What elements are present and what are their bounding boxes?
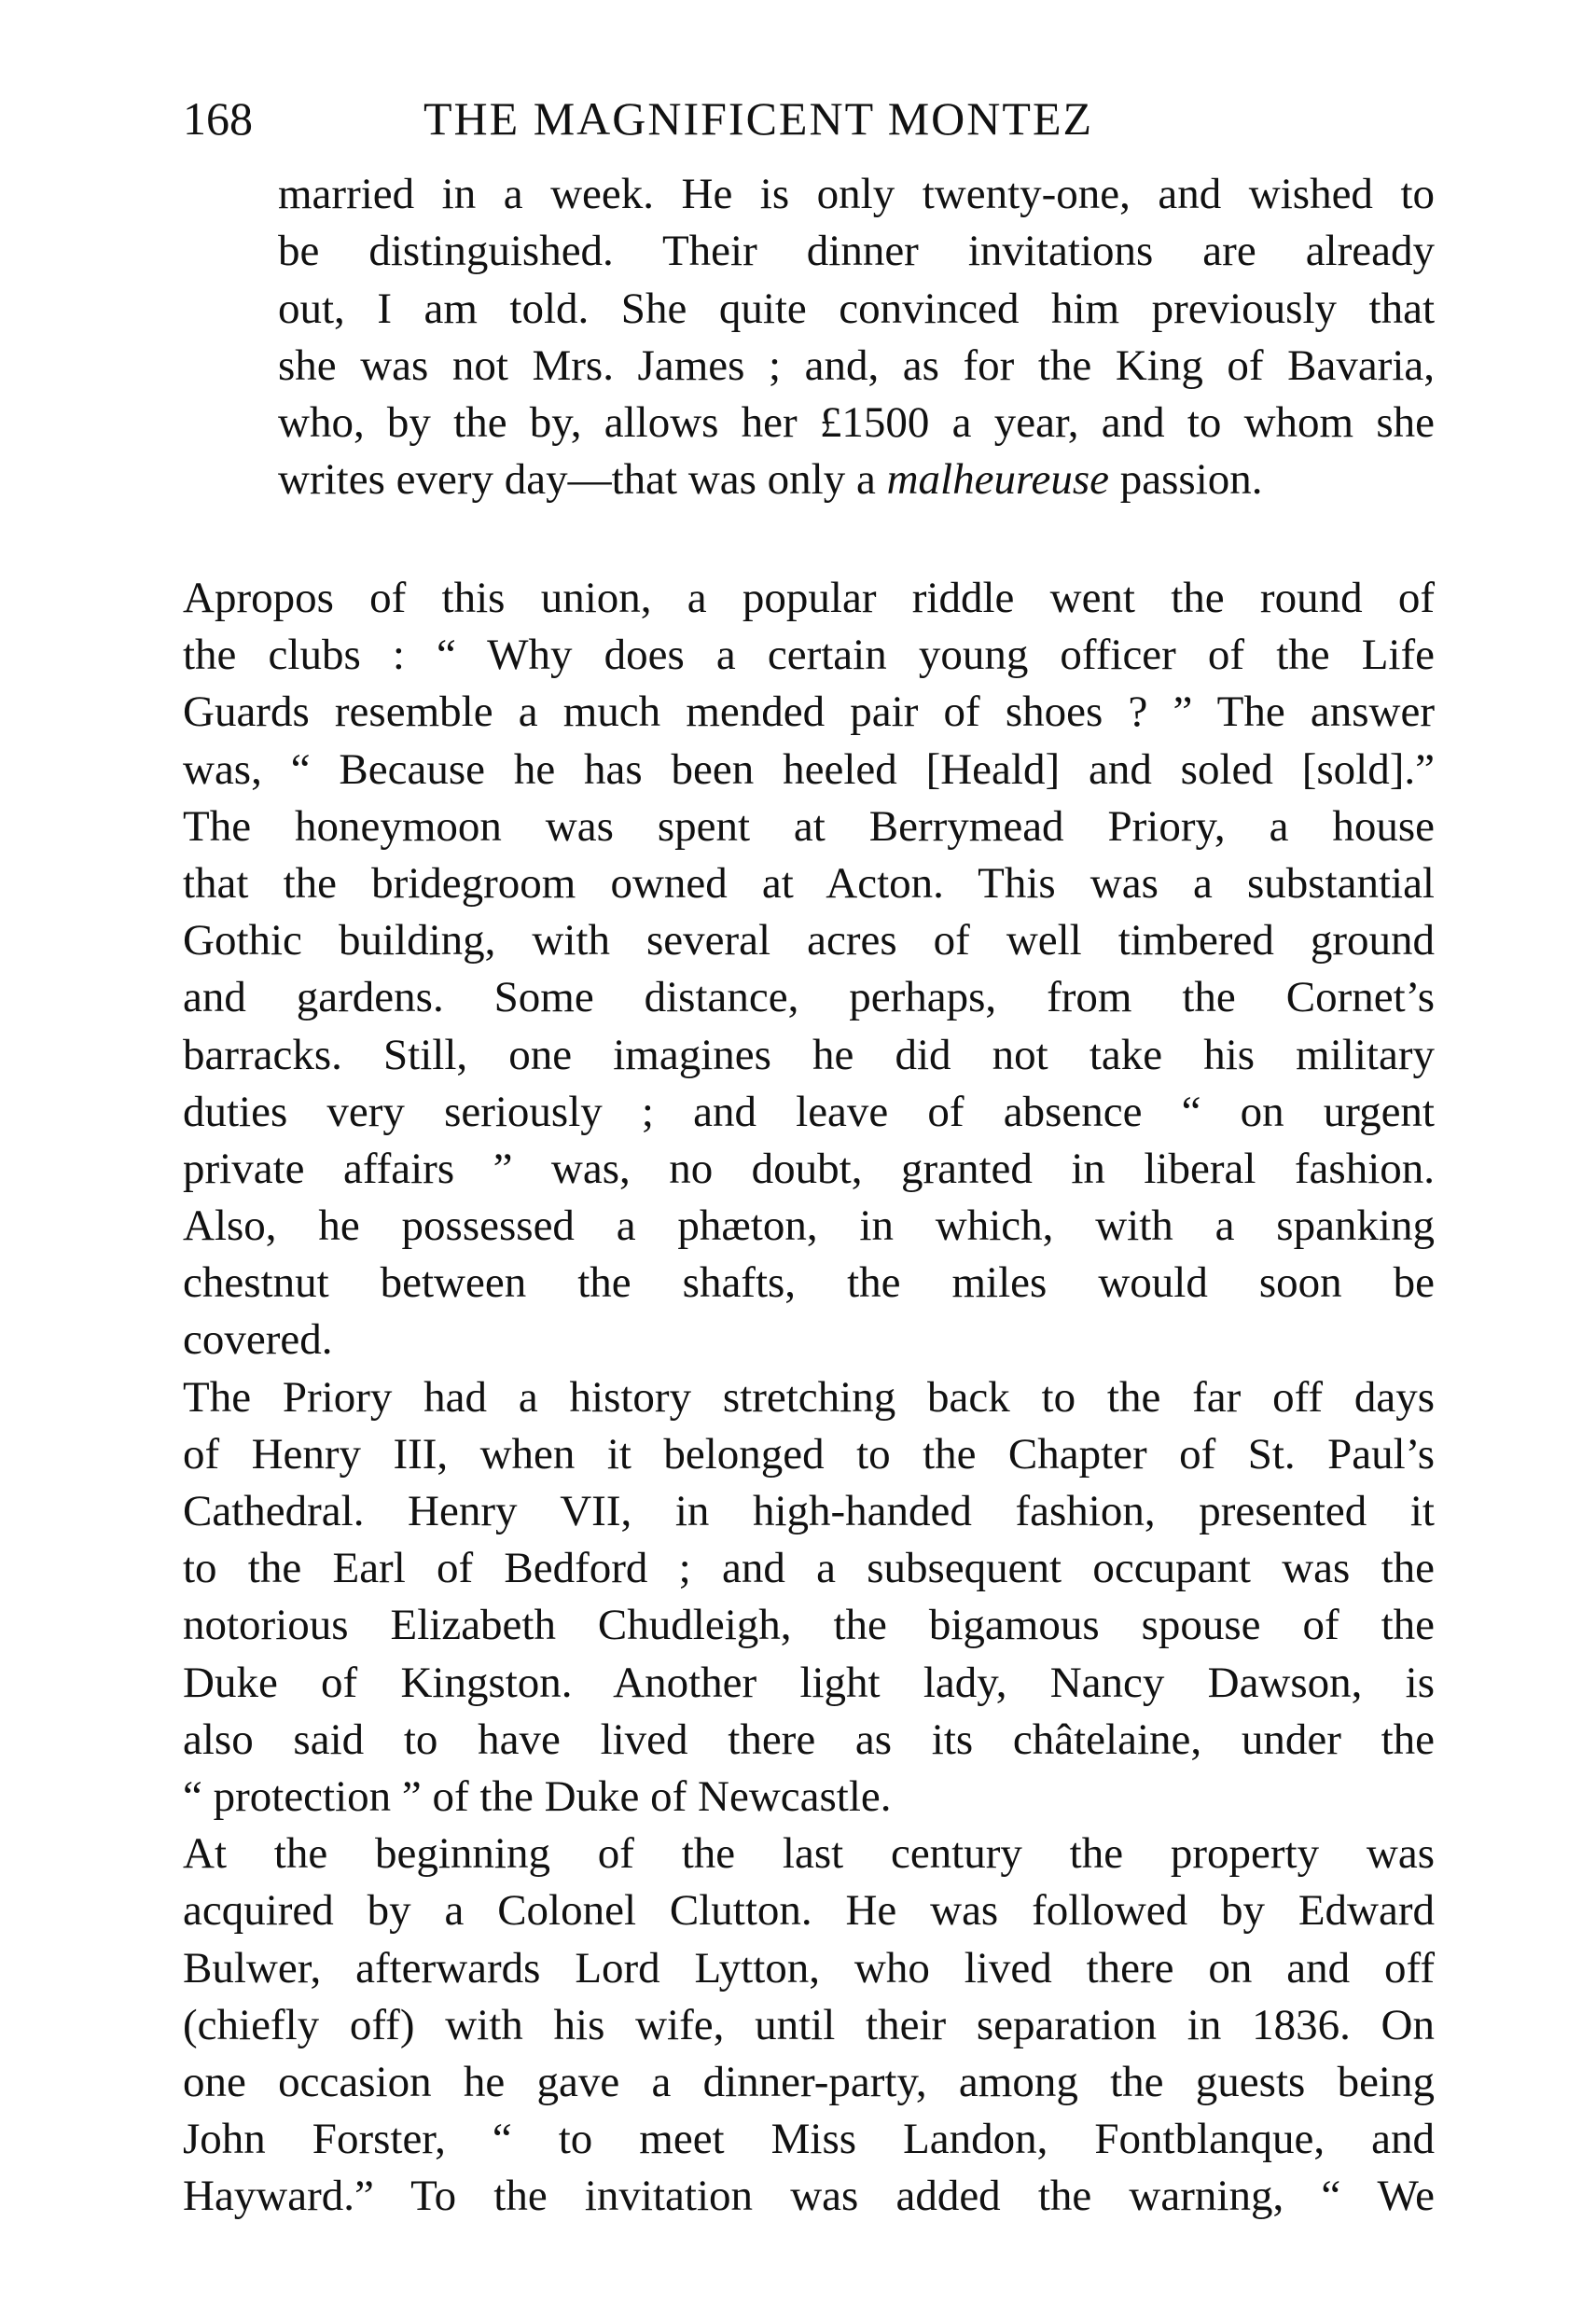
- text-line: acquired by a Colonel Clutton. He was followed by Edward: [183, 1886, 1435, 1936]
- paragraph-later-owners: [183, 1826, 1435, 2225]
- quote-line: out, I am told. She quite convinced him previously that: [278, 284, 1435, 333]
- text-line: Bulwer, afterwards Lord Lytton, who lived there on and off: [183, 1943, 1435, 1993]
- text-line: Duke of Kingston. Another light lady, Nancy Dawson, is: [183, 1658, 1435, 1707]
- text-line: Gothic building, with several acres of well timbered ground: [183, 916, 1435, 965]
- paragraph-priory-history: [183, 1369, 1435, 1826]
- text-line: and gardens. Some distance, perhaps, from the Cornet’s: [183, 973, 1435, 1022]
- text-line: Cathedral. Henry VII, in high-handed fashion, presented it: [183, 1487, 1435, 1535]
- quote-line: who, by the by, allows her £1500 a year, and to whom she: [278, 398, 1435, 448]
- text-line: also said to have lived there as its châtelaine, under the: [183, 1715, 1435, 1764]
- text-line: the clubs : “ Why does a certain young officer of the Life: [183, 631, 1435, 680]
- text-line: “ protection ” of the Duke of Newcastle.: [183, 1771, 892, 1821]
- text-line: chestnut between the shafts, the miles would soon be: [183, 1258, 1435, 1308]
- paragraph-riddle: [183, 570, 1435, 798]
- text-line: Apropos of this union, a popular riddle went the round of: [183, 574, 1435, 622]
- text-line: (chiefly off) with his wife, until their separation in 1836. On: [183, 2000, 1435, 2049]
- text-line: to the Earl of Bedford ; and a subsequent occupant was the: [183, 1544, 1435, 1593]
- page-header: [183, 86, 1442, 151]
- quoted-letter: [278, 166, 1435, 509]
- paragraph-honeymoon: [183, 798, 1435, 1369]
- running-head: THE MAGNIFICENT MONTEZ: [423, 92, 1094, 145]
- text-line: Hayward.” To the invitation was added the warning, “ We: [183, 2172, 1435, 2221]
- text-line: duties very seriously ; and leave of absence “ on urgent: [183, 1087, 1435, 1136]
- text-line: The honeymoon was spent at Berrymead Priory, a house: [183, 801, 1435, 851]
- text-line: covered.: [183, 1315, 333, 1365]
- text-line: John Forster, “ to meet Miss Landon, Fontblanque, and: [183, 2115, 1435, 2164]
- quote-line: she was not Mrs. James ; and, as for the King of Bavaria,: [278, 340, 1435, 390]
- quote-line: be distinguished. Their dinner invitations are already: [278, 227, 1435, 276]
- text-line: Guards resemble a much mended pair of shoes ? ” The answer: [183, 687, 1435, 737]
- text-line: of Henry III, when it belonged to the Chapter of St. Paul’s: [183, 1429, 1435, 1479]
- text-line: At the beginning of the last century the property was: [183, 1829, 1435, 1879]
- text-line: barracks. Still, one imagines he did not take his military: [183, 1030, 1435, 1079]
- page-number: 168: [183, 92, 253, 145]
- text-line: that the bridegroom owned at Acton. This was a substantial: [183, 858, 1435, 908]
- text-line: one occasion he gave a dinner-party, among the guests being: [183, 2057, 1435, 2106]
- text-line: private affairs ” was, no doubt, granted in liberal fashion.: [183, 1144, 1435, 1193]
- text-line: Also, he possessed a phæton, in which, with a spanking: [183, 1201, 1435, 1251]
- text-line: The Priory had a history stretching back to the far off days: [183, 1372, 1435, 1422]
- text-line: was, “ Because he has been heeled [Heald] and soled [sold].”: [183, 744, 1435, 794]
- quote-line: married in a week. He is only twenty-one, and wished to: [278, 170, 1435, 218]
- text-line: notorious Elizabeth Chudleigh, the bigamous spouse of the: [183, 1601, 1435, 1650]
- quote-line-italic-end: writes every day—that was only a malheureuse passion.: [278, 455, 1263, 505]
- body-text: [183, 570, 1435, 2225]
